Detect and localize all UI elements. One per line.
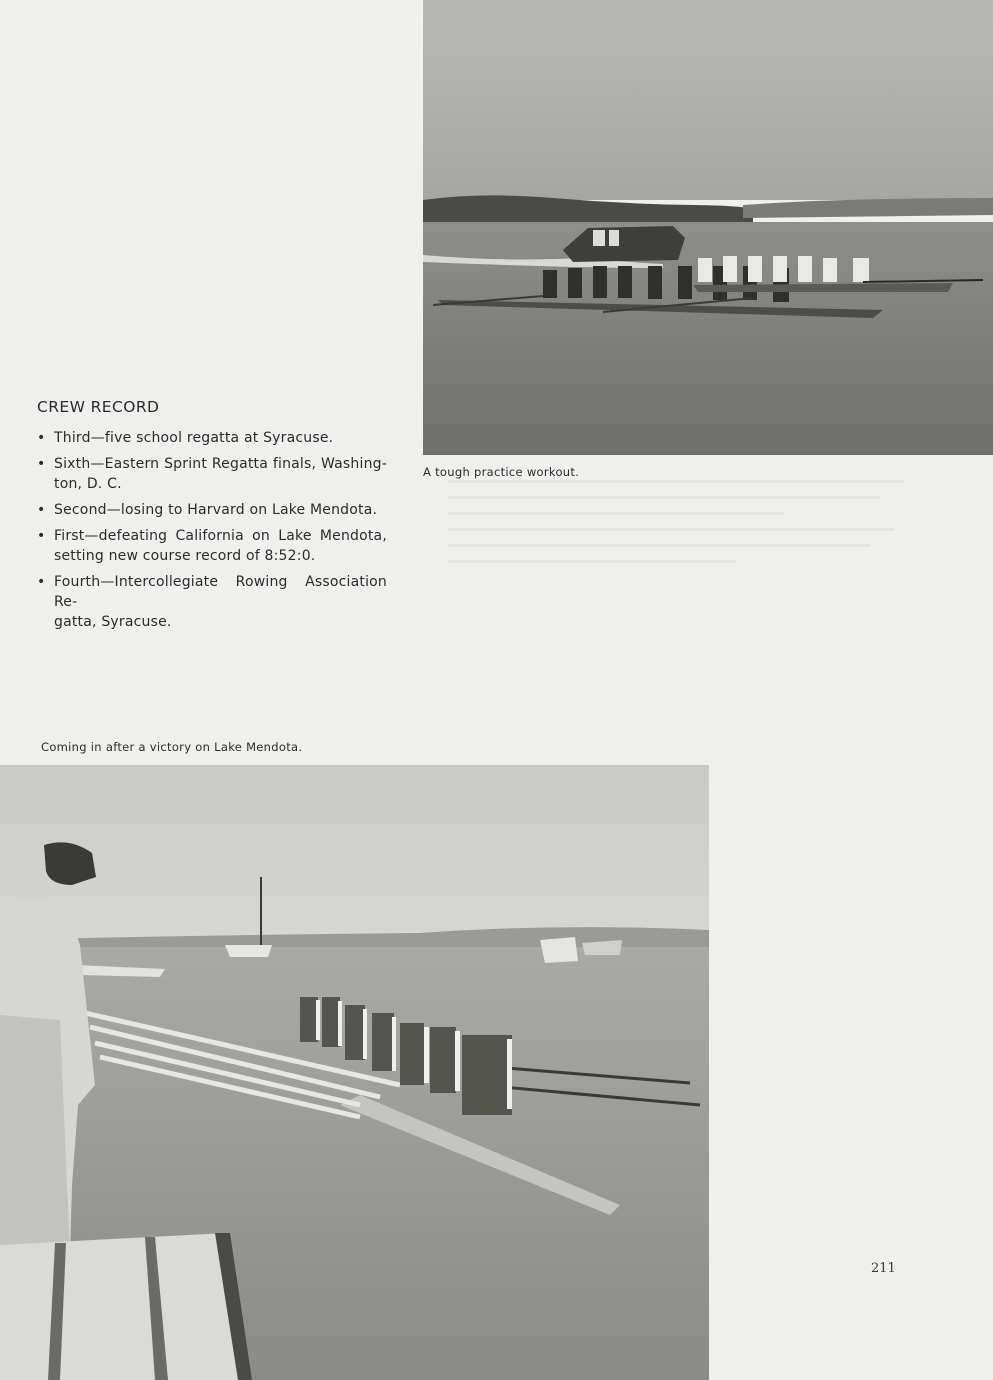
crew-record-list xyxy=(37,428,387,632)
bullet-icon: • xyxy=(37,528,46,544)
crew-record-item xyxy=(37,500,387,520)
bullet-icon: • xyxy=(37,502,46,518)
crew-record-line: Fourth—Intercollegiate Rowing Association Re- xyxy=(54,574,387,610)
bleed-through-texture xyxy=(448,480,928,780)
crew-record-line: ton, D. C. xyxy=(54,476,122,492)
photo-caption-bottom: Coming in after a victory on Lake Mendota. xyxy=(41,740,303,754)
crew-record-title: CREW RECORD xyxy=(37,398,160,416)
practice-workout-photo xyxy=(423,0,993,455)
victory-return-photo xyxy=(0,765,709,1380)
crew-record-item xyxy=(37,572,387,632)
crew-record xyxy=(37,398,387,638)
crew-record-item xyxy=(37,526,387,566)
bullet-icon: • xyxy=(37,456,46,472)
bullet-icon: • xyxy=(37,430,46,446)
crew-record-line: Sixth—Eastern Sprint Regatta finals, Washing- xyxy=(54,456,387,472)
crew-record-item xyxy=(37,428,387,448)
crew-record-line: gatta, Syracuse. xyxy=(54,614,172,630)
crew-record-line: setting new course record of 8:52:0. xyxy=(54,548,316,564)
crew-record-line: Second—losing to Harvard on Lake Mendota. xyxy=(54,502,378,518)
crew-record-item xyxy=(37,454,387,494)
crew-record-line: Third—five school regatta at Syracuse. xyxy=(54,430,334,446)
victory-return-image xyxy=(0,765,709,1380)
page-number: 211 xyxy=(871,1261,896,1276)
practice-workout-image xyxy=(423,0,993,455)
crew-record-line: First—defeating California on Lake Mendota, xyxy=(54,528,387,544)
photo-caption-top: A tough practice workout. xyxy=(423,465,580,479)
bullet-icon: • xyxy=(37,574,46,590)
